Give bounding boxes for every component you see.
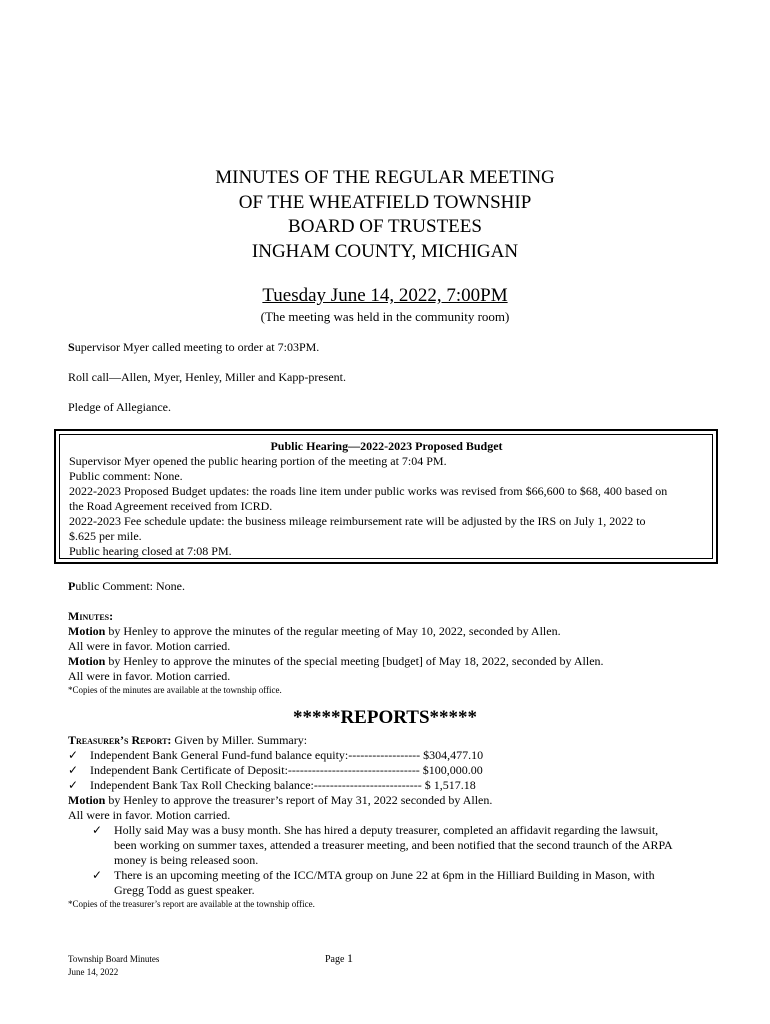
- treasurer-copies-note: *Copies of the treasurer’s report are available at the township office.: [68, 899, 315, 909]
- public-hearing-inner: [59, 434, 713, 559]
- comment-text: ublic Comment: None.: [75, 579, 185, 593]
- call-to-order: [68, 340, 319, 355]
- balance-text: Independent Bank General Fund-fund balance equity:------------------ $304,477.10: [90, 748, 484, 762]
- hearing-line: Public hearing closed at 7:08 PM.: [69, 544, 232, 558]
- hearing-line: $.625 per mile.: [69, 529, 142, 543]
- hearing-line: 2022-2023 Proposed Budget updates: the roads line item under public works was revised from $66,600 to $68, 400 based on: [69, 484, 668, 498]
- checkmark-icon: ✓: [68, 748, 79, 762]
- footer-doc-date: June 14, 2022: [68, 967, 119, 977]
- minutes-heading: Minutes:: [68, 609, 114, 623]
- footer-doc-name: Township Board Minutes: [68, 954, 160, 964]
- hearing-line: Public comment: None.: [69, 469, 183, 483]
- public-hearing-title: Public Hearing—2022-2023 Proposed Budget: [270, 439, 503, 453]
- treasurer-section: [68, 733, 708, 910]
- note-line: There is an upcoming meeting of the ICC/MTA group on June 22 at 6pm in the Hilliard Building in Mason, with: [114, 868, 655, 882]
- checkmark-icon: ✓: [92, 823, 103, 837]
- minutes-section: [68, 609, 708, 696]
- page-label: Page: [325, 954, 347, 965]
- note-line: Holly said May was a busy month. She has hired a deputy treasurer, completed an affidavit regarding the lawsuit,: [114, 823, 659, 837]
- roll-call: Roll call—Allen, Myer, Henley, Miller and Kapp-present.: [68, 370, 346, 384]
- note-line: money is being released soon.: [114, 853, 259, 867]
- reports-banner: *****REPORTS*****: [292, 707, 478, 728]
- minutes-result: All were in favor. Motion carried.: [68, 669, 231, 683]
- balance-item: [68, 778, 708, 793]
- treasurer-motion: [68, 793, 708, 808]
- treasurer-intro: Given by Miller. Summary:: [171, 733, 308, 747]
- minutes-result: All were in favor. Motion carried.: [68, 639, 231, 653]
- checkmark-icon: ✓: [68, 778, 79, 792]
- treasurer-result: All were in favor. Motion carried.: [68, 808, 231, 822]
- balance-item: [68, 763, 708, 778]
- balance-text: Independent Bank Tax Roll Checking balance:--------------------------- $ 1,517.18: [90, 778, 476, 792]
- meeting-location: (The meeting was held in the community room): [260, 309, 510, 324]
- title-line: BOARD OF TRUSTEES: [288, 216, 482, 237]
- hearing-line: the Road Agreement received from ICRD.: [69, 499, 273, 513]
- minutes-motion: [68, 654, 708, 669]
- public-comment: [68, 579, 185, 594]
- motion-text: by Henley to approve the treasurer’s report of May 31, 2022 seconded by Allen.: [105, 793, 493, 807]
- treasurer-note-item: [68, 823, 708, 868]
- note-line: been working on summer taxes, attended a treasurer meeting, and been notified that the second traunch of the ARPA: [114, 838, 673, 852]
- document-title: [0, 166, 770, 264]
- motion-text: by Henley to approve the minutes of the regular meeting of May 10, 2022, seconded by Allen.: [105, 624, 561, 638]
- page-number-value: 1: [346, 951, 353, 965]
- motion-label: Motion: [68, 793, 106, 807]
- checkmark-icon: ✓: [92, 868, 103, 882]
- call-first-letter: S: [68, 340, 75, 354]
- minutes-motion: [68, 624, 708, 639]
- treasurer-note-item: [68, 868, 708, 898]
- balance-item: [68, 748, 708, 763]
- meeting-datetime: Tuesday June 14, 2022, 7:00PM: [262, 285, 508, 306]
- balance-text: Independent Bank Certificate of Deposit:--------------------------------- $100,000.00: [90, 763, 483, 777]
- public-hearing-box: [54, 429, 718, 564]
- treasurer-heading: Treasurer’s Report:: [68, 733, 172, 747]
- hearing-line: Supervisor Myer opened the public hearing portion of the meeting at 7:04 PM.: [69, 454, 447, 468]
- motion-label: Motion: [68, 624, 106, 638]
- title-line: INGHAM COUNTY, MICHIGAN: [251, 240, 519, 262]
- treasurer-heading-line: [68, 733, 708, 748]
- checkmark-icon: ✓: [68, 763, 79, 777]
- footer-doc-info: [68, 953, 159, 979]
- motion-text: by Henley to approve the minutes of the special meeting [budget] of May 18, 2022, seconded by Allen.: [105, 654, 604, 668]
- note-line: Gregg Todd as guest speaker.: [114, 883, 255, 897]
- hearing-line: 2022-2023 Fee schedule update: the business mileage reimbursement rate will be adjusted by the IRS on July 1, 2022 to: [69, 514, 646, 528]
- motion-label: Motion: [68, 654, 106, 668]
- comment-first-letter: P: [68, 579, 76, 593]
- title-line: OF THE WHEATFIELD TOWNSHIP: [238, 191, 532, 213]
- pledge: Pledge of Allegiance.: [68, 400, 171, 414]
- call-text: upervisor Myer called meeting to order at 7:03PM.: [74, 340, 320, 354]
- title-line: MINUTES OF THE REGULAR MEETING: [215, 167, 555, 188]
- page-number: [325, 952, 353, 966]
- minutes-copies-note: *Copies of the minutes are available at the township office.: [68, 685, 282, 695]
